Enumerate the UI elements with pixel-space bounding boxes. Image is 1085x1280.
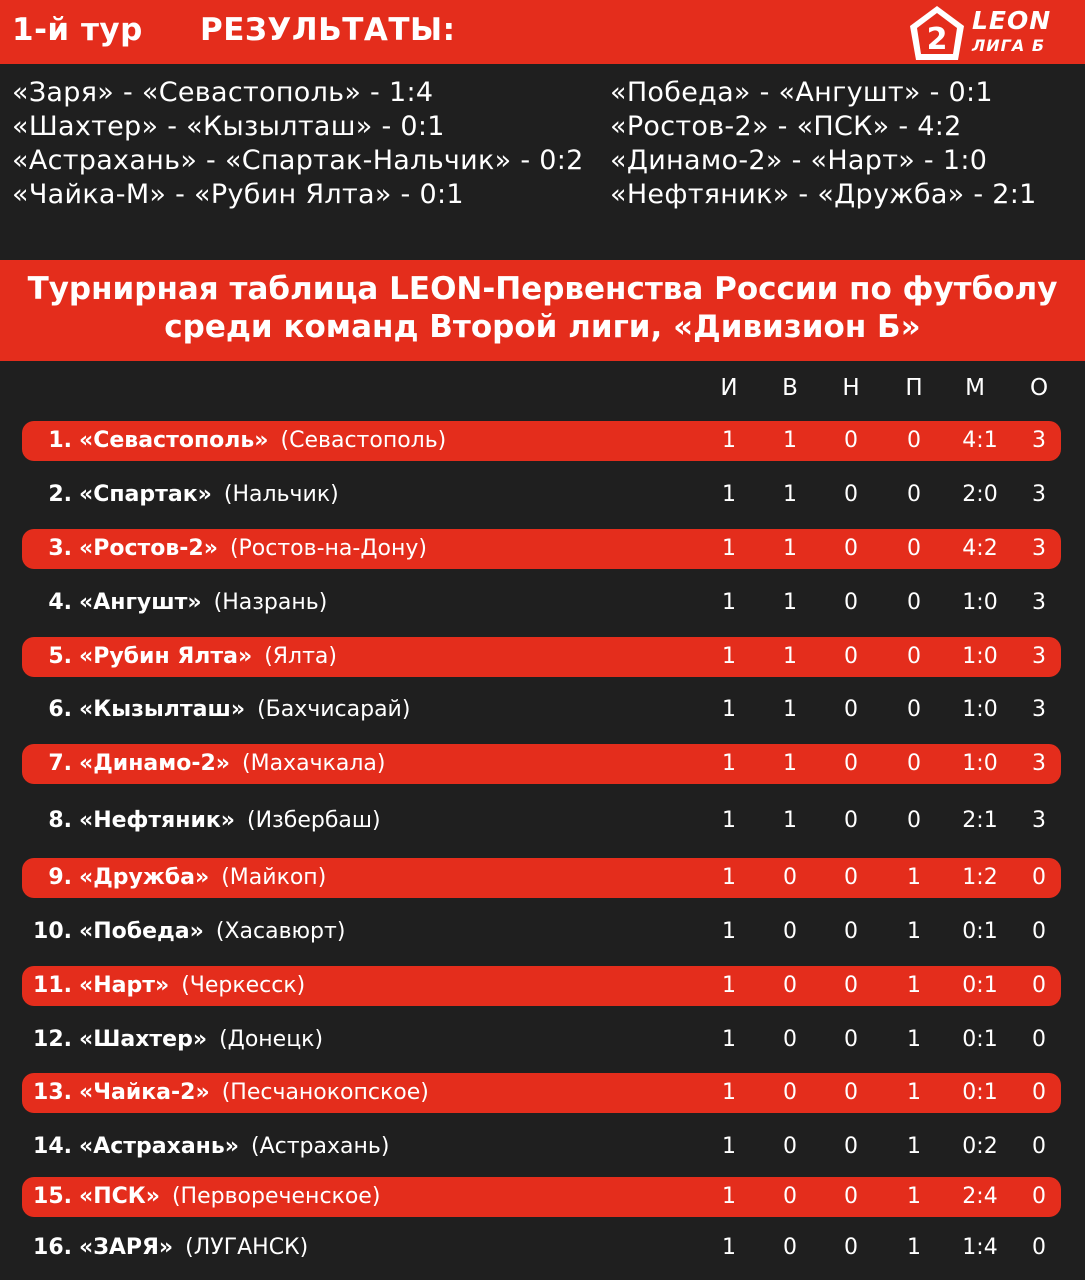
position-number: 10. [33,919,72,944]
position-number: 4. [48,590,72,615]
col-header-draws: Н [842,375,860,401]
table-row [22,912,1061,952]
team-city: (Черкесск) [181,973,306,998]
points-cell: 0 [1032,865,1046,890]
team-cell [79,1073,429,1113]
position-number: 13. [33,1080,72,1105]
team-city: (Хасавюрт) [215,919,346,944]
goals-cell: 2:1 [962,808,998,833]
position-number: 16. [33,1235,72,1260]
draws-cell: 0 [844,973,858,998]
position-number: 3. [48,536,72,561]
wins-cell: 0 [783,1235,797,1260]
wins-cell: 0 [783,919,797,944]
points-cell: 3 [1032,697,1046,722]
points-cell: 0 [1032,1080,1046,1105]
team-name: «ПСК» [79,1184,160,1209]
team-cell [79,801,381,841]
draws-cell: 0 [844,1027,858,1052]
wins-cell: 1 [783,808,797,833]
team-cell [79,421,446,461]
result-line: «Чайка-М» - «Рубин Ялта» - 0:1 [12,179,464,210]
draws-cell: 0 [844,644,858,669]
position-number: 5. [48,644,72,669]
wins-cell: 0 [783,1134,797,1159]
goals-cell: 0:1 [962,919,998,944]
table-row [22,529,1061,569]
wins-cell: 1 [783,751,797,776]
wins-cell: 1 [783,590,797,615]
goals-cell: 0:1 [962,1080,998,1105]
col-header-points: О [1029,375,1049,401]
team-cell [79,583,327,623]
team-city: (Избербаш) [247,808,381,833]
games-cell: 1 [722,536,736,561]
table-row [22,637,1061,677]
position-number: 12. [33,1027,72,1052]
team-cell [79,858,326,898]
league-logo [908,4,1058,62]
table-row [22,1073,1061,1113]
team-name: «Нарт» [79,973,170,998]
points-cell: 3 [1032,644,1046,669]
goals-cell: 2:0 [962,482,998,507]
draws-cell: 0 [844,482,858,507]
team-city: (Ялта) [264,644,337,669]
games-cell: 1 [722,1080,736,1105]
draws-cell: 0 [844,1235,858,1260]
goals-cell: 0:1 [962,973,998,998]
games-cell: 1 [722,428,736,453]
result-line: «Динамо-2» - «Нарт» - 1:0 [610,145,988,176]
result-line: «Шахтер» - «Кызылташ» - 0:1 [12,111,445,142]
goals-cell: 1:0 [962,644,998,669]
points-cell: 0 [1032,1235,1046,1260]
position-number: 8. [48,808,72,833]
points-cell: 3 [1032,751,1046,776]
table-title-banner [0,260,1085,361]
logo-brand: LEON [972,6,1052,35]
team-name: «Чайка-2» [79,1080,210,1105]
draws-cell: 0 [844,751,858,776]
points-cell: 3 [1032,536,1046,561]
draws-cell: 0 [844,1184,858,1209]
games-cell: 1 [722,919,736,944]
position-number: 9. [48,865,72,890]
draws-cell: 0 [844,590,858,615]
table-row [22,858,1061,898]
goals-cell: 1:0 [962,590,998,615]
wins-cell: 0 [783,973,797,998]
games-cell: 1 [722,1184,736,1209]
points-cell: 0 [1032,1184,1046,1209]
goals-cell: 2:4 [962,1184,998,1209]
team-cell [79,1127,389,1167]
draws-cell: 0 [844,1134,858,1159]
logo-league: ЛИГА Б [972,36,1046,55]
losses-cell: 1 [907,1027,921,1052]
team-cell [79,1228,308,1268]
table-row [22,1228,1061,1268]
results-section [0,64,1085,260]
losses-cell: 1 [907,1235,921,1260]
team-name: «Дружба» [79,865,210,890]
team-city: (Донецк) [219,1027,324,1052]
points-cell: 3 [1032,808,1046,833]
draws-cell: 0 [844,697,858,722]
losses-cell: 0 [907,808,921,833]
team-name: «Астрахань» [79,1134,239,1159]
col-header-games: И [720,375,738,401]
team-city: (ЛУГАНСК) [185,1235,309,1260]
team-city: (Севастополь) [280,428,447,453]
team-city: (Первореченское) [171,1184,381,1209]
col-header-losses: П [905,375,923,401]
goals-cell: 4:1 [962,428,998,453]
team-name: «Севастополь» [79,428,269,453]
table-row [22,744,1061,784]
losses-cell: 0 [907,428,921,453]
losses-cell: 1 [907,1134,921,1159]
points-cell: 0 [1032,1027,1046,1052]
points-cell: 0 [1032,919,1046,944]
losses-cell: 0 [907,590,921,615]
draws-cell: 0 [844,536,858,561]
wins-cell: 1 [783,482,797,507]
team-city: (Майкоп) [221,865,327,890]
games-cell: 1 [722,1027,736,1052]
position-number: 7. [48,751,72,776]
team-name: «Динамо-2» [79,751,231,776]
points-cell: 3 [1032,428,1046,453]
team-name: «Шахтер» [79,1027,208,1052]
team-name: «Нефтяник» [79,808,236,833]
table-header [0,375,1085,411]
results-left-column [12,76,584,212]
team-name: «ЗАРЯ» [79,1235,174,1260]
wins-cell: 0 [783,1184,797,1209]
losses-cell: 0 [907,644,921,669]
games-cell: 1 [722,751,736,776]
position-number: 14. [33,1134,72,1159]
losses-cell: 0 [907,751,921,776]
table-row [22,966,1061,1006]
result-line: «Нефтяник» - «Дружба» - 2:1 [610,179,1037,210]
goals-cell: 4:2 [962,536,998,561]
team-city: (Назрань) [213,590,328,615]
table-title-line1: Турнирная таблица LEON-Первенства России по футболу [27,271,1058,307]
team-name: «Ангушт» [79,590,202,615]
goals-cell: 1:0 [962,751,998,776]
points-cell: 3 [1032,590,1046,615]
logo-house-icon [908,4,966,62]
games-cell: 1 [722,644,736,669]
table-row [22,583,1061,623]
position-number: 6. [48,697,72,722]
team-cell [79,529,427,569]
draws-cell: 0 [844,865,858,890]
games-cell: 1 [722,590,736,615]
team-city: (Бахчисарай) [257,697,411,722]
team-cell [79,966,305,1006]
draws-cell: 0 [844,919,858,944]
losses-cell: 1 [907,973,921,998]
logo-number: 2 [926,22,948,57]
losses-cell: 0 [907,697,921,722]
table-row [22,421,1061,461]
points-cell: 0 [1032,973,1046,998]
team-city: (Песчанокопское) [221,1080,429,1105]
team-cell [79,912,345,952]
team-cell [79,744,385,784]
table-row [22,801,1061,841]
draws-cell: 0 [844,1080,858,1105]
result-line: «Ростов-2» - «ПСК» - 4:2 [610,111,962,142]
games-cell: 1 [722,865,736,890]
goals-cell: 1:2 [962,865,998,890]
col-header-wins: В [782,375,798,401]
losses-cell: 1 [907,865,921,890]
team-cell [79,1177,380,1217]
results-title: РЕЗУЛЬТАТЫ: [200,12,456,48]
position-number: 1. [48,428,72,453]
position-number: 2. [48,482,72,507]
team-name: «Ростов-2» [79,536,218,561]
team-name: «Кызылташ» [79,697,246,722]
goals-cell: 0:1 [962,1027,998,1052]
losses-cell: 0 [907,482,921,507]
losses-cell: 1 [907,1080,921,1105]
points-cell: 0 [1032,1134,1046,1159]
wins-cell: 1 [783,697,797,722]
header-bar [0,0,1085,64]
draws-cell: 0 [844,808,858,833]
result-line: «Победа» - «Ангушт» - 0:1 [610,77,993,108]
team-cell [79,475,339,515]
wins-cell: 0 [783,1080,797,1105]
team-name: «Рубин Ялта» [79,644,253,669]
goals-cell: 1:4 [962,1235,998,1260]
wins-cell: 0 [783,1027,797,1052]
games-cell: 1 [722,1235,736,1260]
result-line: «Заря» - «Севастополь» - 1:4 [12,77,434,108]
wins-cell: 0 [783,865,797,890]
team-city: (Ростов-на-Дону) [229,536,427,561]
table-row [22,690,1061,730]
table-row [22,1127,1061,1167]
goals-cell: 0:2 [962,1134,998,1159]
games-cell: 1 [722,808,736,833]
wins-cell: 1 [783,428,797,453]
losses-cell: 0 [907,536,921,561]
goals-cell: 1:0 [962,697,998,722]
position-number: 15. [33,1184,72,1209]
team-name: «Спартак» [79,482,212,507]
team-cell [79,637,337,677]
team-cell [79,690,410,730]
position-number: 11. [33,973,72,998]
team-city: (Астрахань) [250,1134,390,1159]
games-cell: 1 [722,973,736,998]
table-row [22,1020,1061,1060]
col-header-goals: М [965,375,985,401]
games-cell: 1 [722,697,736,722]
result-line: «Астрахань» - «Спартак-Нальчик» - 0:2 [12,145,584,176]
results-right-column [610,76,1037,212]
losses-cell: 1 [907,1184,921,1209]
games-cell: 1 [722,482,736,507]
round-label: 1-й тур [12,12,143,48]
table-row [22,1177,1061,1217]
team-city: (Нальчик) [223,482,339,507]
table-row [22,475,1061,515]
wins-cell: 1 [783,536,797,561]
wins-cell: 1 [783,644,797,669]
draws-cell: 0 [844,428,858,453]
team-name: «Победа» [79,919,204,944]
games-cell: 1 [722,1134,736,1159]
points-cell: 3 [1032,482,1046,507]
team-city: (Махачкала) [242,751,386,776]
team-cell [79,1020,323,1060]
losses-cell: 1 [907,919,921,944]
table-title-line2: среди команд Второй лиги, «Дивизион Б» [164,309,921,345]
